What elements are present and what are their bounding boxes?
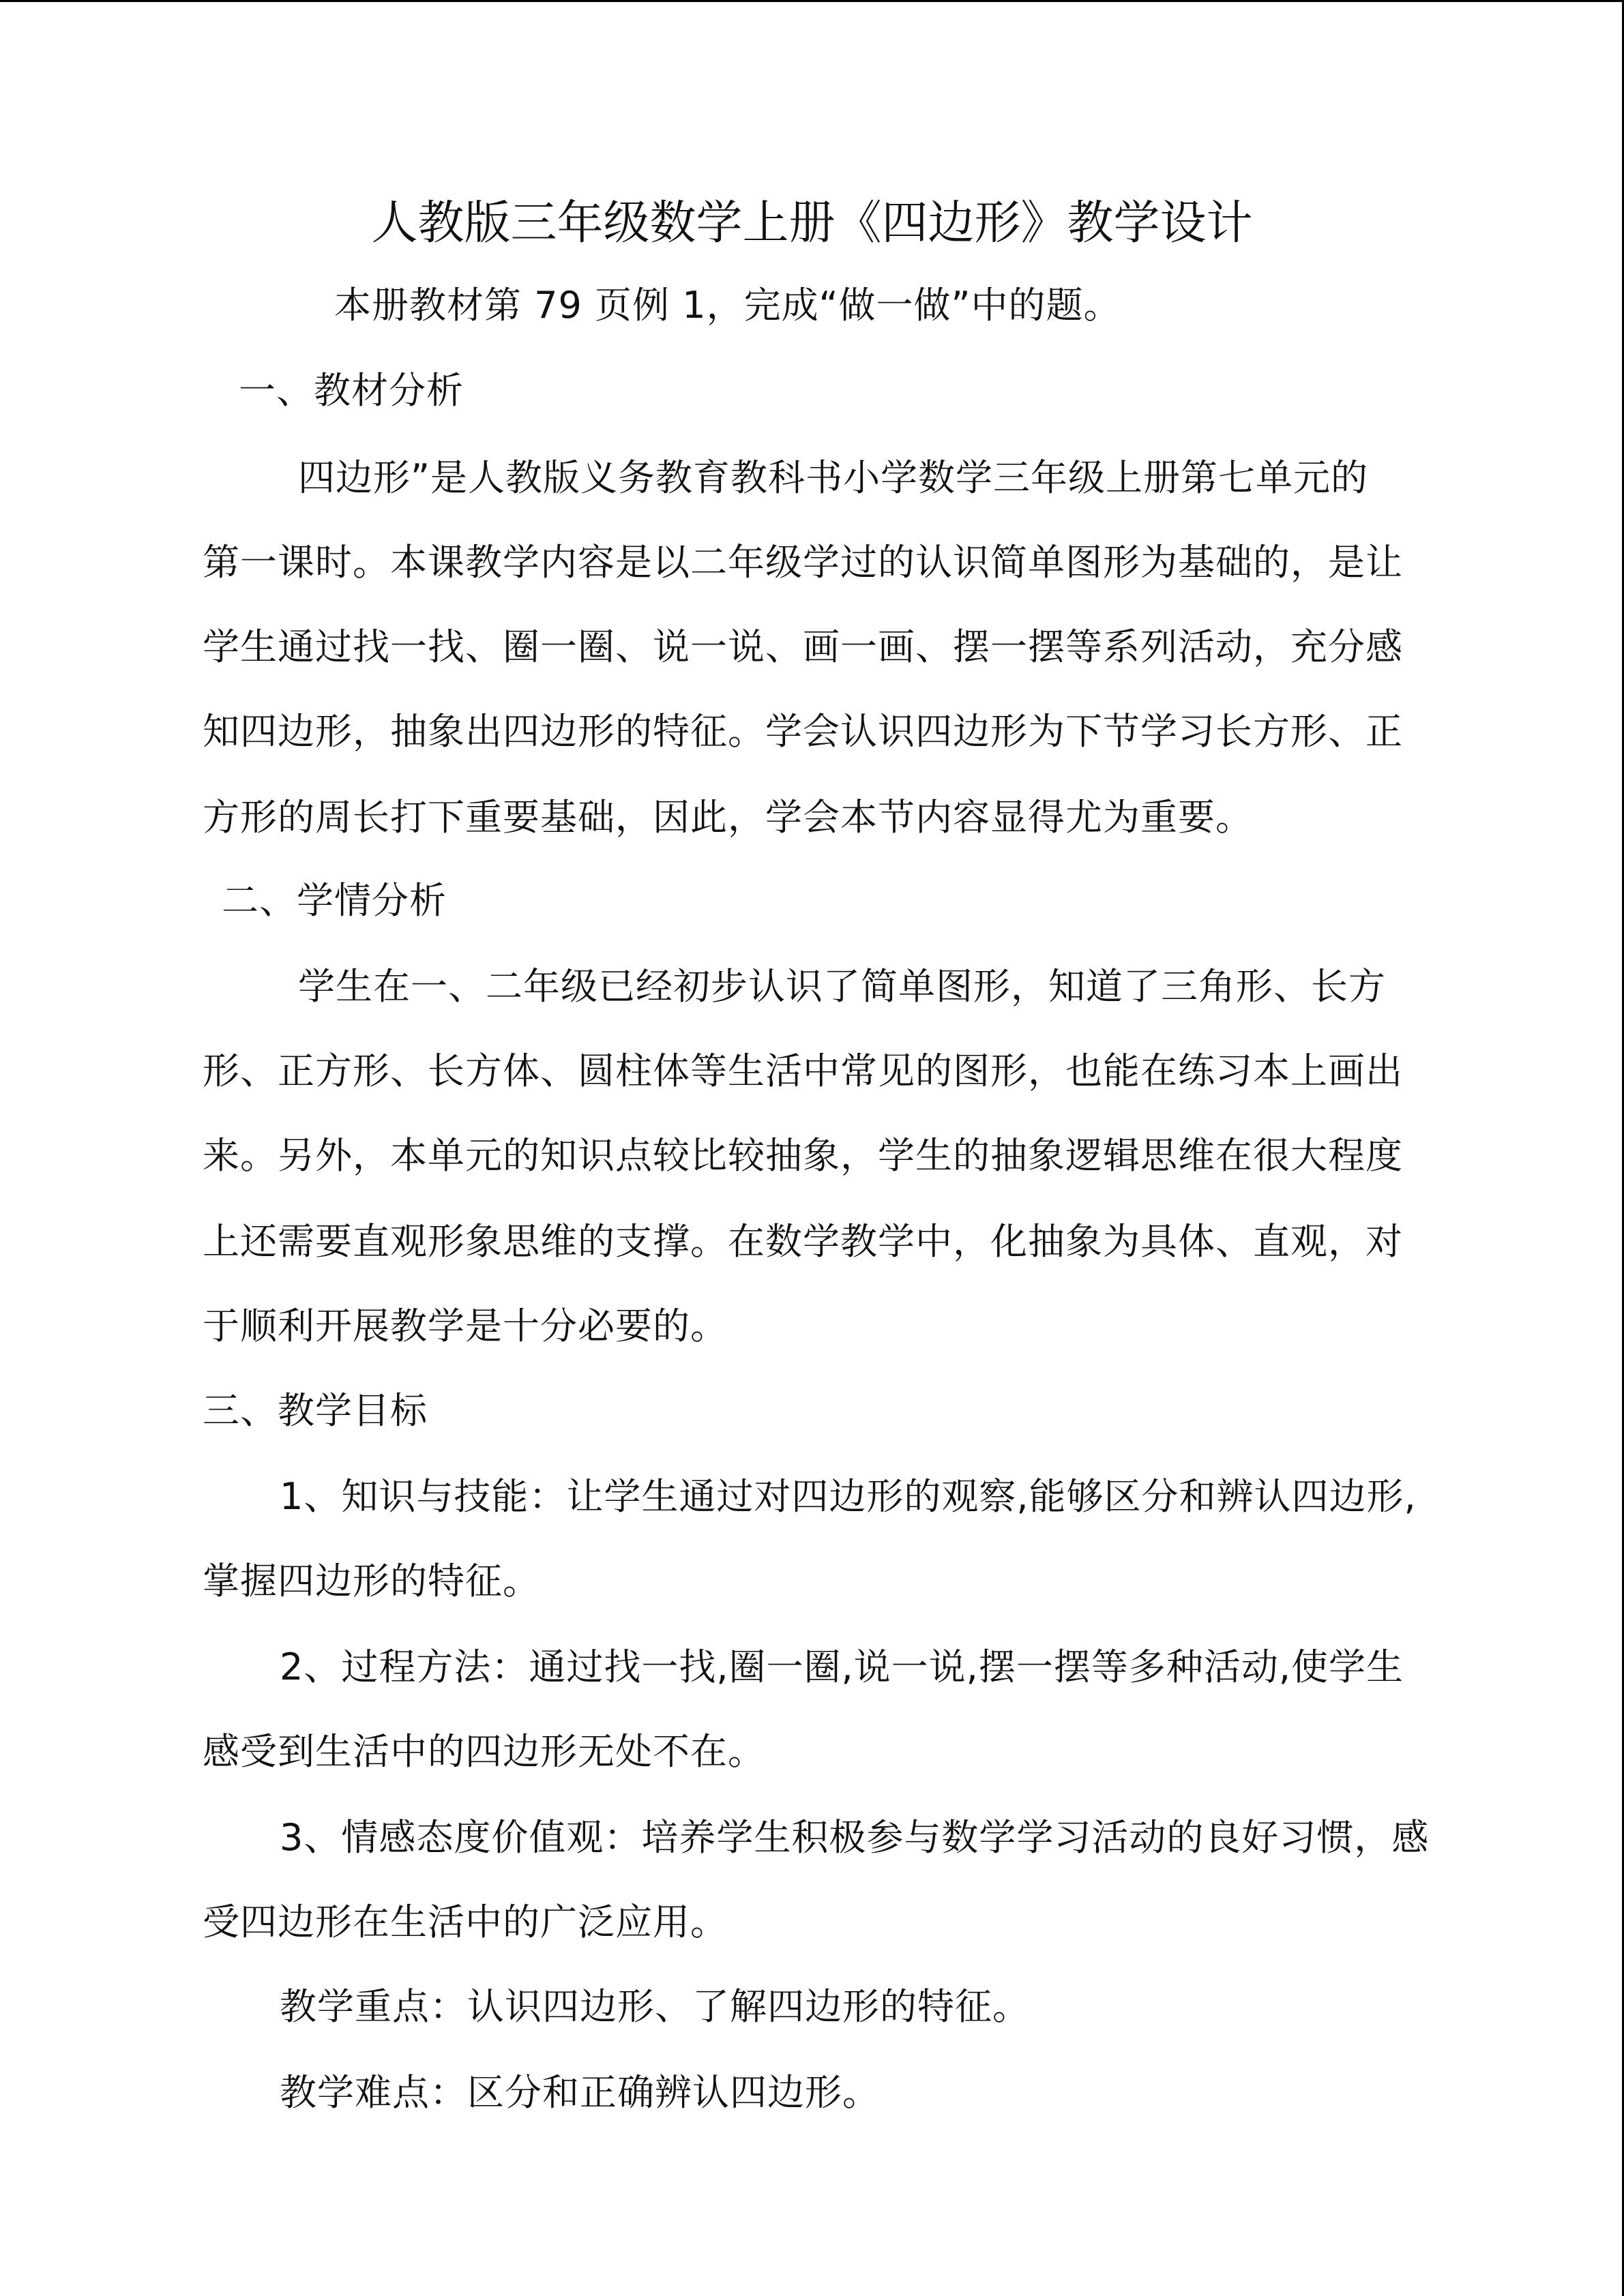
paragraph-line: 上还需要直观形象思维的支撑。在数学教学中，化抽象为具体、直观，对 <box>203 1220 1403 1263</box>
teaching-difficulty: 教学难点：区分和正确辨认四边形。 <box>280 2071 880 2114</box>
goal-attitude-line: 3、情感态度价值观：培养学生积极参与数学学习活动的良好习惯，感 <box>280 1816 1430 1859</box>
goal-attitude-line: 受四边形在生活中的广泛应用。 <box>203 1900 728 1943</box>
paragraph-line: 知四边形，抽象出四边形的特征。学会认识四边形为下节学习长方形、正 <box>203 710 1403 753</box>
paragraph-line: 形、正方形、长方体、圆柱体等生活中常见的图形，也能在练习本上画出 <box>203 1049 1403 1092</box>
teaching-key-point: 教学重点：认识四边形、了解四边形的特征。 <box>280 1985 1030 2028</box>
goal-process-line: 感受到生活中的四边形无处不在。 <box>203 1730 765 1773</box>
section-heading-material-analysis: 一、教材分析 <box>239 369 464 412</box>
section-heading-teaching-goals: 三、教学目标 <box>203 1389 428 1432</box>
goal-knowledge-line: 掌握四边形的特征。 <box>203 1560 540 1602</box>
paragraph-line: 四边形”是人教版义务教育教科书小学数学三年级上册第七单元的 <box>298 456 1368 499</box>
paragraph-line: 来。另外，本单元的知识点较比较抽象，学生的抽象逻辑思维在很大程度 <box>203 1134 1403 1177</box>
section-heading-student-analysis: 二、学情分析 <box>222 879 447 922</box>
page-border-top <box>0 0 1624 2</box>
goal-process-line: 2、过程方法：通过找一找,圈一圈,说一说,摆一摆等多种活动,使学生 <box>280 1645 1404 1688</box>
paragraph-line: 方形的周长打下重要基础，因此，学会本节内容显得尤为重要。 <box>203 796 1253 839</box>
paragraph-line: 学生通过找一找、圈一圈、说一说、画一画、摆一摆等系列活动，充分感 <box>203 625 1403 668</box>
goal-knowledge-line: 1、知识与技能：让学生通过对四边形的观察,能够区分和辨认四边形, <box>280 1475 1417 1518</box>
paragraph-line: 第一课时。本课教学内容是以二年级学过的认识简单图形为基础的，是让 <box>203 541 1403 584</box>
paragraph-line: 学生在一、二年级已经初步认识了简单图形，知道了三角形、长方 <box>298 965 1386 1008</box>
paragraph-line: 于顺利开展教学是十分必要的。 <box>203 1304 728 1347</box>
document-title: 人教版三年级数学上册《四边形》教学设计 <box>371 196 1253 250</box>
document-subtitle: 本册教材第 79 页例 1，完成“做一做”中的题。 <box>334 284 1121 327</box>
